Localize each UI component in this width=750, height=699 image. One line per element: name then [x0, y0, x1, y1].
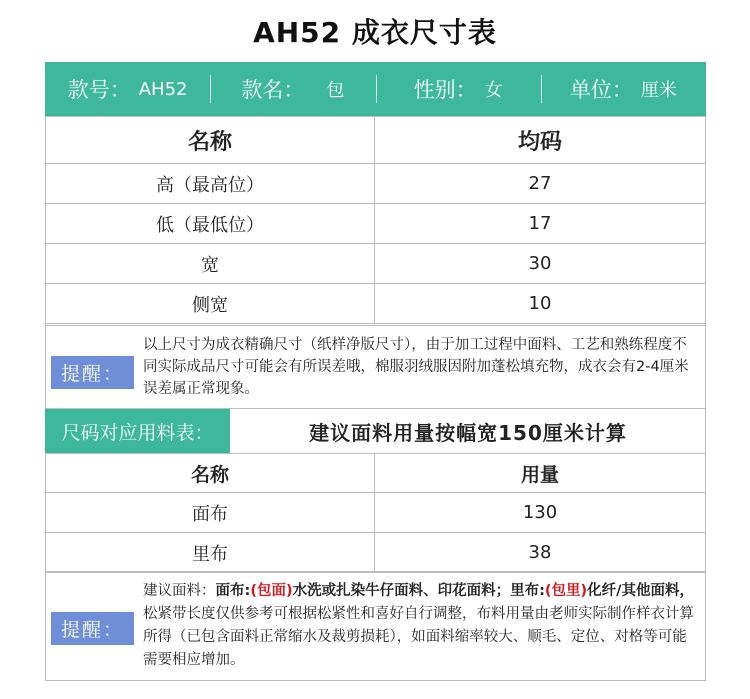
- suggest-label: 建议面料：: [143, 583, 216, 599]
- row-value: 38: [375, 533, 706, 573]
- row-value: 17: [375, 204, 706, 244]
- unit: [541, 62, 706, 116]
- row-value: 130: [375, 493, 706, 533]
- unit-label: 单位：: [569, 78, 633, 102]
- table-row: [46, 493, 706, 533]
- gender: [376, 62, 541, 116]
- col-name-header: 名称: [46, 117, 375, 164]
- fabric-reminder: [45, 571, 706, 681]
- gender-label: 性别：: [413, 78, 477, 102]
- row-name: 面布: [46, 493, 375, 533]
- size-table: [45, 116, 706, 324]
- lining-tag: (包里): [544, 583, 588, 599]
- row-value: 30: [375, 244, 706, 284]
- col-size-header: 均码: [375, 117, 706, 164]
- row-name: 宽: [46, 244, 375, 284]
- style-code-value: AH52: [138, 78, 188, 100]
- fabric-table-header: [46, 454, 706, 493]
- table-row: [46, 533, 706, 573]
- row-name: 侧宽: [46, 284, 375, 324]
- fabric-usage-bar: [45, 409, 706, 453]
- lining-desc: 化纤/其他面料，: [587, 583, 694, 599]
- table-row: [46, 244, 706, 284]
- usage-note: 松紧带长度仅供参考可根据松紧性和喜好自行调整，布料用量由老师实际制作样衣计算所得（已包含面料正常缩水及裁剪损耗），如面料缩率较大、顺毛、定位、对格等可能需要相应增加。: [143, 606, 694, 668]
- table-row: [46, 204, 706, 244]
- fabric-usage-label: 尺码对应用料表：: [45, 409, 230, 453]
- outer-fabric-label: 面布:: [215, 583, 251, 599]
- outer-fabric-tag: (包面): [250, 583, 293, 599]
- gender-value: 女: [484, 80, 503, 101]
- fabric-table: [45, 453, 706, 573]
- fabric-width-note: 建议面料用量按幅宽150厘米计算: [309, 420, 627, 445]
- style-name: [210, 62, 375, 116]
- row-value: 27: [375, 164, 706, 204]
- table-row: [46, 164, 706, 204]
- style-code-label: 款号：: [67, 78, 131, 102]
- style-name-value: 包: [326, 80, 345, 101]
- unit-value: 厘米: [640, 80, 677, 101]
- row-name: 高（最高位）: [46, 164, 375, 204]
- reminder-tag: 提醒：: [51, 612, 134, 645]
- fabric-reminder-text: [143, 580, 698, 672]
- row-value: 10: [375, 284, 706, 324]
- size-reminder: [45, 325, 706, 409]
- size-table-header: [46, 117, 706, 164]
- style-code: [45, 62, 210, 116]
- page-title: AH52 成衣尺寸表: [253, 16, 497, 49]
- table-row: [46, 284, 706, 324]
- row-name: 低（最低位）: [46, 204, 375, 244]
- col-name-header: 名称: [46, 454, 375, 493]
- product-header: [45, 62, 706, 116]
- row-name: 里布: [46, 533, 375, 573]
- col-amount-header: 用量: [375, 454, 706, 493]
- outer-fabric-desc: 水洗或扎染牛仔面料、印花面料；里布:: [292, 583, 545, 599]
- reminder-tag: 提醒：: [51, 356, 134, 389]
- style-name-label: 款名：: [241, 78, 305, 102]
- reminder-text: 以上尺寸为成衣精确尺寸（纸样净版尺寸），由于加工过程中面料、工艺和熟练程度不同实际成品尺寸可能会有所误差哦，棉服羽绒服因附加蓬松填充物，成衣会有2-4厘米误差属正常现象。: [143, 337, 689, 397]
